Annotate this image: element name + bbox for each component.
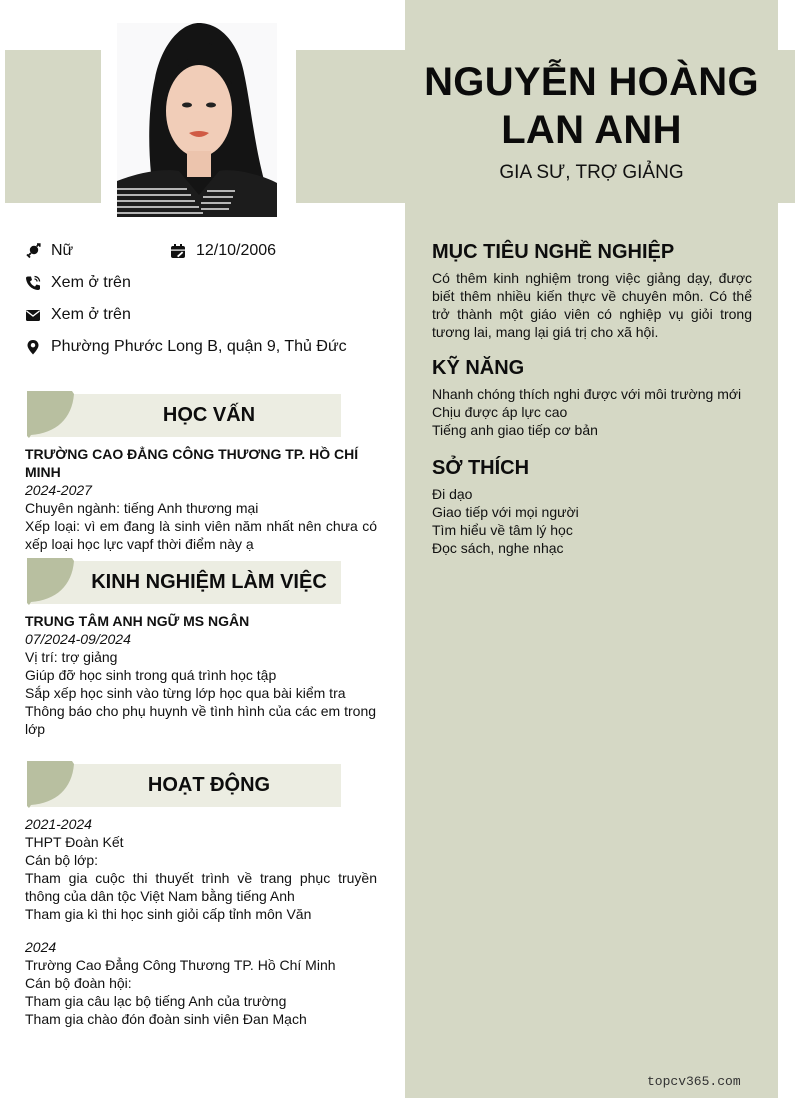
contact-birthday	[170, 240, 276, 262]
gender-value: Nữ	[51, 242, 74, 259]
activity-line: Tham gia chào đón đoàn sinh viên Đan Mạch	[25, 1011, 307, 1027]
activity-date: 2024	[25, 939, 57, 955]
email-value: Xem ở trên	[51, 306, 131, 323]
section-corner-decoration	[26, 389, 76, 439]
section-header-experience	[26, 556, 342, 606]
name-header	[405, 58, 778, 184]
hobby-item: Tìm hiểu về tâm lý học	[432, 522, 573, 538]
birthday-value: 12/10/2006	[196, 242, 277, 259]
calendar-icon	[170, 243, 186, 259]
map-marker-icon	[25, 339, 41, 355]
section-title: KỸ NĂNG	[432, 357, 525, 379]
skills-section	[432, 355, 752, 439]
company-name: TRUNG TÂM ANH NGỮ MS NGÂN	[25, 613, 250, 629]
address-value: Phường Phước Long B, quận 9, Thủ Đức	[51, 338, 347, 355]
gender-icon	[25, 243, 41, 259]
profile-photo	[117, 23, 277, 217]
watermark: topcv365.com	[647, 1074, 741, 1089]
section-header-activities	[26, 759, 342, 809]
full-name-line-2: LAN ANH	[501, 108, 682, 152]
activity-entry	[25, 815, 377, 923]
contact-email	[25, 304, 131, 326]
activity-entry	[25, 938, 377, 1028]
section-corner-decoration	[26, 556, 76, 606]
contact-phone	[25, 272, 131, 294]
job-title: GIA SƯ, TRỢ GIẢNG	[499, 162, 684, 183]
activity-org: THPT Đoàn Kết	[25, 834, 124, 850]
experience-line: Vị trí: trợ giảng	[25, 649, 118, 665]
section-corner-decoration	[26, 759, 76, 809]
skill-item: Tiếng anh giao tiếp cơ bản	[432, 422, 598, 438]
experience-entry	[25, 612, 377, 738]
activity-date: 2021-2024	[25, 816, 92, 832]
contact-gender	[25, 240, 73, 262]
section-title: SỞ THÍCH	[432, 457, 530, 479]
contact-address	[25, 336, 347, 358]
section-title: HỌC VẤN	[162, 404, 256, 426]
objective-section	[432, 239, 752, 341]
activity-role: Cán bộ lớp:	[25, 852, 99, 868]
header-band-left	[5, 50, 101, 203]
activity-line: Tham gia cuộc thi thuyết trình về trang phục truyền thông của dân tộc Việt Nam bằng tiếng Anh	[25, 870, 377, 904]
activity-line: Tham gia câu lạc bộ tiếng Anh của trường	[25, 993, 287, 1009]
activity-org: Trường Cao Đẳng Công Thương TP. Hồ Chí Minh	[25, 957, 336, 973]
hobbies-section	[432, 455, 752, 557]
skill-item: Nhanh chóng thích nghi được với môi trường mới	[432, 386, 742, 402]
full-name-line-1: NGUYỄN HOÀNG	[424, 60, 759, 104]
section-header-education	[26, 389, 342, 439]
hobby-item: Giao tiếp với mọi người	[432, 504, 579, 520]
objective-text: Có thêm kinh nghiệm trong việc giảng dạy, được biết thêm nhiều kiến thực về chuyên môn. Có thể trở thành một giáo viên có nghiệp vụ giỏi trong tương lai, mang lại giá trị cho xã hội.	[432, 270, 752, 340]
experience-line: Giúp đỡ học sinh trong quá trình học tập	[25, 667, 277, 683]
hobby-item: Đọc sách, nghe nhạc	[432, 540, 564, 556]
section-title: HOẠT ĐỘNG	[147, 774, 271, 796]
education-line: Chuyên ngành: tiếng Anh thương mại	[25, 500, 259, 516]
hobby-item: Đi dạo	[432, 486, 473, 502]
phone-icon	[25, 275, 41, 291]
education-date: 2024-2027	[25, 482, 92, 498]
hobbies-list	[432, 485, 752, 557]
envelope-icon	[25, 307, 41, 323]
experience-line: Thông báo cho phụ huynh về tình hình của các em trong lớp	[25, 703, 377, 737]
skills-list	[432, 385, 752, 439]
activity-role: Cán bộ đoàn hội:	[25, 975, 132, 991]
education-entry	[25, 445, 377, 553]
experience-date: 07/2024-09/2024	[25, 631, 131, 647]
section-title: KINH NGHIỆM LÀM VIỆC	[91, 571, 327, 593]
experience-line: Sắp xếp học sinh vào từng lớp học qua bài kiểm tra	[25, 685, 346, 701]
school-name: TRƯỜNG CAO ĐẲNG CÔNG THƯƠNG TP. HỒ CHÍ MINH	[25, 446, 359, 480]
education-line: Xếp loại: vì em đang là sinh viên năm nhất nên chưa có xếp loại học lực vapf thời điểm này ạ	[25, 518, 377, 552]
phone-value: Xem ở trên	[51, 274, 131, 291]
skill-item: Chịu được áp lực cao	[432, 404, 568, 420]
activity-line: Tham gia kì thi học sinh giỏi cấp tỉnh môn Văn	[25, 906, 312, 922]
section-title: MỤC TIÊU NGHỀ NGHIỆP	[432, 241, 675, 263]
